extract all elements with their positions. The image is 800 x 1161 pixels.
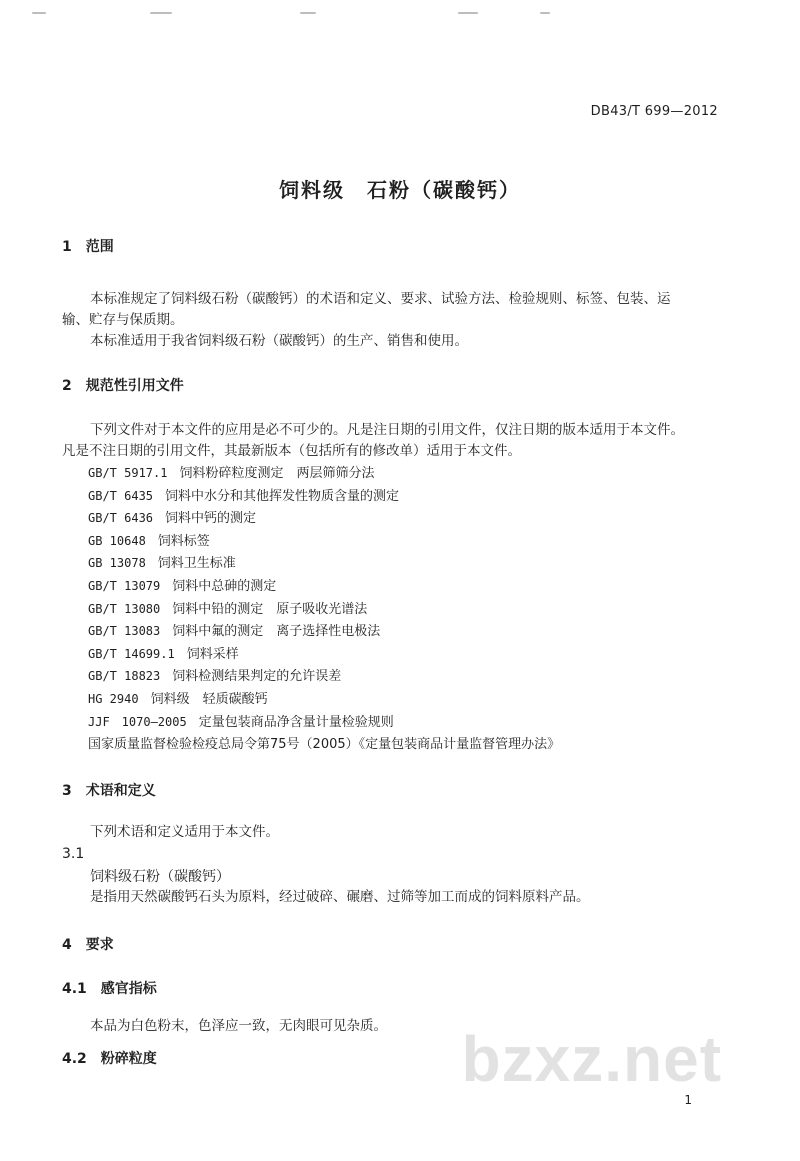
reference-item: [88, 575, 560, 598]
section-1-paragraph-line1: 本标准规定了饲料级石粉（碳酸钙）的术语和定义、要求、试验方法、检验规则、标签、包装、运: [90, 291, 671, 307]
reference-title: 饲料中总砷的测定: [172, 578, 277, 594]
reference-item: [88, 665, 560, 688]
reference-item: [88, 643, 560, 666]
reference-title: 饲料采样: [186, 646, 239, 662]
section-3-intro: 下列术语和定义适用于本文件。: [90, 824, 279, 840]
page-number: 1: [684, 1093, 692, 1107]
section-3-heading: 3 术语和定义: [62, 783, 156, 799]
reference-code: GB/T 14699.1: [88, 646, 175, 661]
section-2-intro-line2: 凡是不注日期的引用文件，其最新版本（包括所有的修改单）适用于本文件。: [62, 443, 521, 459]
subsection-4-2-heading: 4.2 粉碎粒度: [62, 1051, 157, 1067]
reference-code: GB/T 5917.1: [88, 466, 168, 480]
reference-item: [88, 620, 560, 643]
reference-code: HG 2940: [88, 691, 139, 706]
reference-code: GB/T 13079: [88, 578, 161, 593]
reference-item: [88, 507, 560, 530]
term-name: 饲料级石粉（碳酸钙）: [90, 869, 230, 885]
reference-title: 饲料检测结果判定的允许误差: [172, 669, 342, 685]
section-2-heading: 2 规范性引用文件: [62, 378, 184, 394]
reference-title: 饲料级 轻质碳酸钙: [150, 691, 268, 707]
term-number: 3.1: [62, 846, 85, 862]
section-4-heading: 4 要求: [62, 937, 114, 953]
reference-item: [88, 598, 560, 621]
reference-code: JJF 1070—2005: [88, 714, 187, 729]
reference-item: [88, 711, 560, 734]
reference-title: 饲料中钙的测定: [165, 511, 257, 527]
subsection-4-1-heading: 4.1 感官指标: [62, 981, 157, 997]
section-1-paragraph-line2: 输、贮存与保质期。: [62, 312, 184, 328]
section-1-scope-paragraph: 本标准适用于我省饲料级石粉（碳酸钙）的生产、销售和使用。: [90, 333, 468, 349]
reference-title: 饲料卫生标准: [157, 556, 236, 572]
reference-code: GB/T 13083: [88, 624, 161, 639]
scan-mark: [540, 12, 550, 14]
reference-title: 饲料标签: [157, 533, 210, 549]
reference-item: [88, 462, 560, 485]
reference-item: [88, 688, 560, 711]
subsection-4-1-text: 本品为白色粉末，色泽应一致，无肉眼可见杂质。: [90, 1018, 387, 1034]
reference-item: [88, 733, 560, 756]
scan-mark: [150, 12, 172, 14]
reference-item: [88, 485, 560, 508]
reference-code: GB 10648: [88, 533, 146, 548]
reference-title: 饲料中水分和其他挥发性物质含量的测定: [165, 488, 400, 504]
reference-item: [88, 552, 560, 575]
reference-title: 定量包装商品净含量计量检验规则: [198, 714, 394, 730]
scan-mark: [458, 12, 478, 14]
reference-code: GB/T 6435: [88, 488, 154, 503]
reference-code: GB/T 13080: [88, 601, 161, 616]
document-title: 饲料级 石粉（碳酸钙）: [279, 178, 521, 202]
scan-mark: [32, 12, 46, 14]
reference-title: 国家质量监督检验检疫总局令第75号（2005）《定量包装商品计量监督管理办法》: [88, 737, 561, 753]
reference-code: GB/T 18823: [88, 669, 161, 684]
term-definition: 是指用天然碳酸钙石头为原料，经过破碎、碾磨、过筛等加工而成的饲料原料产品。: [90, 889, 590, 905]
section-1-heading: 1 范围: [62, 239, 114, 255]
section-2-intro-line1: 下列文件对于本文件的应用是必不可少的。凡是注日期的引用文件，仅注日期的版本适用于本文件。: [90, 422, 684, 438]
reference-item: [88, 530, 560, 553]
reference-list: [88, 462, 560, 756]
reference-code: GB/T 6436: [88, 511, 154, 526]
watermark: bzxz.net: [461, 1023, 722, 1095]
standard-code: DB43/T 699—2012: [590, 104, 718, 119]
reference-title: 饲料粉碎粒度测定 两层筛筛分法: [179, 466, 375, 481]
reference-code: GB 13078: [88, 556, 146, 571]
reference-title: 饲料中氟的测定 离子选择性电极法: [172, 624, 381, 640]
scan-mark: [300, 12, 316, 14]
reference-title: 饲料中铅的测定 原子吸收光谱法: [172, 601, 368, 617]
